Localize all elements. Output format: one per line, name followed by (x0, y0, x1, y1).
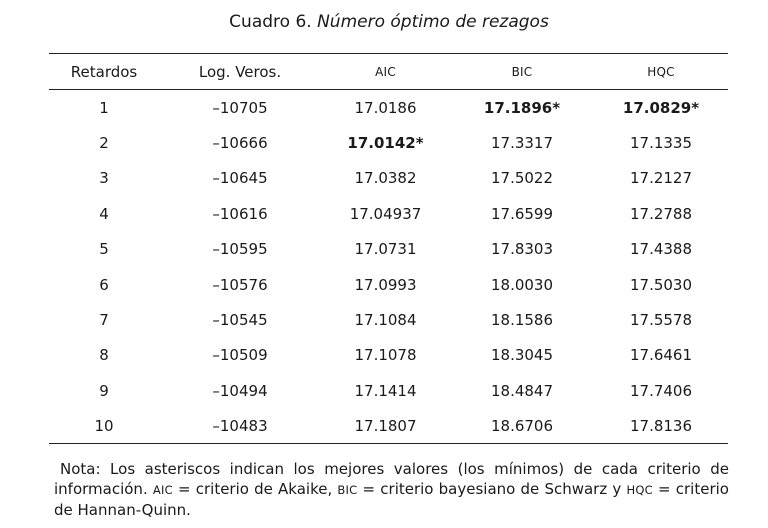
cell-aic: 17.0731 (354, 240, 417, 259)
cell-retardos: 10 (94, 417, 114, 436)
cell-bic: 18.3045 (490, 346, 554, 365)
cell-bic: 18.0030 (490, 275, 554, 294)
cell-bic: 17.6599 (490, 204, 554, 223)
cell-hqc: 17.5030 (629, 275, 693, 294)
caption-title: Número óptimo de rezagos (317, 12, 549, 32)
table-row (49, 196, 728, 231)
cell-log-veros: –10705 (212, 98, 268, 117)
cell-hqc: 17.4388 (629, 240, 693, 259)
cell-aic: 17.0142* (347, 134, 424, 153)
cell-retardos: 9 (99, 381, 109, 400)
caption-label: Cuadro 6. (229, 12, 312, 32)
cell-retardos: 4 (99, 204, 109, 223)
cell-aic: 17.1414 (354, 381, 417, 400)
cell-hqc: 17.0829* (622, 98, 700, 117)
note-hqc-def: = criterio de Hannan-Quinn. (54, 480, 729, 519)
cell-aic: 17.04937 (349, 204, 422, 223)
cell-log-veros: –10666 (212, 134, 268, 153)
cell-bic: 17.8303 (490, 240, 554, 259)
table-rows (49, 90, 728, 444)
note-bic-abbr: BIC (337, 483, 358, 497)
cell-hqc: 17.1335 (629, 134, 693, 153)
cell-hqc: 17.7406 (629, 381, 693, 400)
cell-hqc: 17.2127 (629, 169, 693, 188)
header-aic: AIC (375, 64, 396, 79)
cell-hqc: 17.2788 (629, 204, 693, 223)
table-note (54, 459, 729, 520)
header-hqc: HQC (647, 64, 675, 79)
table-row (49, 409, 728, 444)
header-bic: BIC (511, 64, 533, 79)
note-aic-def: = criterio de Akaike, (177, 480, 333, 498)
cell-aic: 17.1807 (354, 417, 417, 436)
cell-bic: 18.4847 (490, 381, 554, 400)
table-row (49, 161, 728, 196)
cell-aic: 17.0382 (354, 169, 417, 188)
cell-bic: 17.1896* (483, 98, 561, 117)
table-row (49, 338, 728, 373)
note-intro: Nota: Los asteriscos indican los mejores valores (los mínimos) de cada criterio de información. (54, 460, 729, 498)
cell-retardos: 5 (99, 240, 109, 259)
cell-aic: 17.1078 (354, 346, 417, 365)
cell-aic: 17.0993 (354, 275, 417, 294)
header-retardos: Retardos (70, 62, 138, 81)
cell-retardos: 7 (99, 311, 109, 330)
table-body (49, 90, 728, 444)
cell-retardos: 6 (99, 275, 109, 294)
cell-bic: 17.3317 (490, 134, 554, 153)
cell-log-veros: –10645 (212, 169, 268, 188)
header-log-veros: Log. Veros. (198, 62, 282, 81)
cell-log-veros: –10509 (212, 346, 268, 365)
cell-retardos: 2 (99, 134, 109, 153)
table-row (49, 373, 728, 408)
table-row (49, 267, 728, 302)
cell-retardos: 1 (99, 98, 109, 117)
cell-hqc: 17.6461 (629, 346, 693, 365)
table-row (49, 302, 728, 337)
cell-bic: 18.1586 (490, 311, 554, 330)
table-row (49, 90, 728, 125)
table-caption (0, 11, 768, 33)
cell-aic: 17.1084 (354, 311, 417, 330)
cell-log-veros: –10494 (212, 381, 268, 400)
cell-log-veros: –10545 (212, 311, 268, 330)
note-bic-def: = criterio bayesiano de Schwarz y (362, 480, 622, 498)
cell-retardos: 3 (99, 169, 109, 188)
cell-aic: 17.0186 (354, 98, 417, 117)
cell-log-veros: –10595 (212, 240, 268, 259)
note-aic-abbr: AIC (152, 483, 173, 497)
cell-bic: 17.5022 (490, 169, 554, 188)
cell-log-veros: –10483 (212, 417, 268, 436)
cell-hqc: 17.5578 (629, 311, 693, 330)
cell-retardos: 8 (99, 346, 109, 365)
table-row (49, 232, 728, 267)
header-row (49, 54, 728, 89)
cell-log-veros: –10576 (212, 275, 268, 294)
cell-bic: 18.6706 (490, 417, 554, 436)
note-hqc-abbr: HQC (626, 483, 653, 497)
cell-log-veros: –10616 (212, 204, 268, 223)
table-header (49, 54, 728, 89)
table-row (49, 125, 728, 160)
table-bottom-rule (49, 443, 728, 444)
cell-hqc: 17.8136 (629, 417, 693, 436)
